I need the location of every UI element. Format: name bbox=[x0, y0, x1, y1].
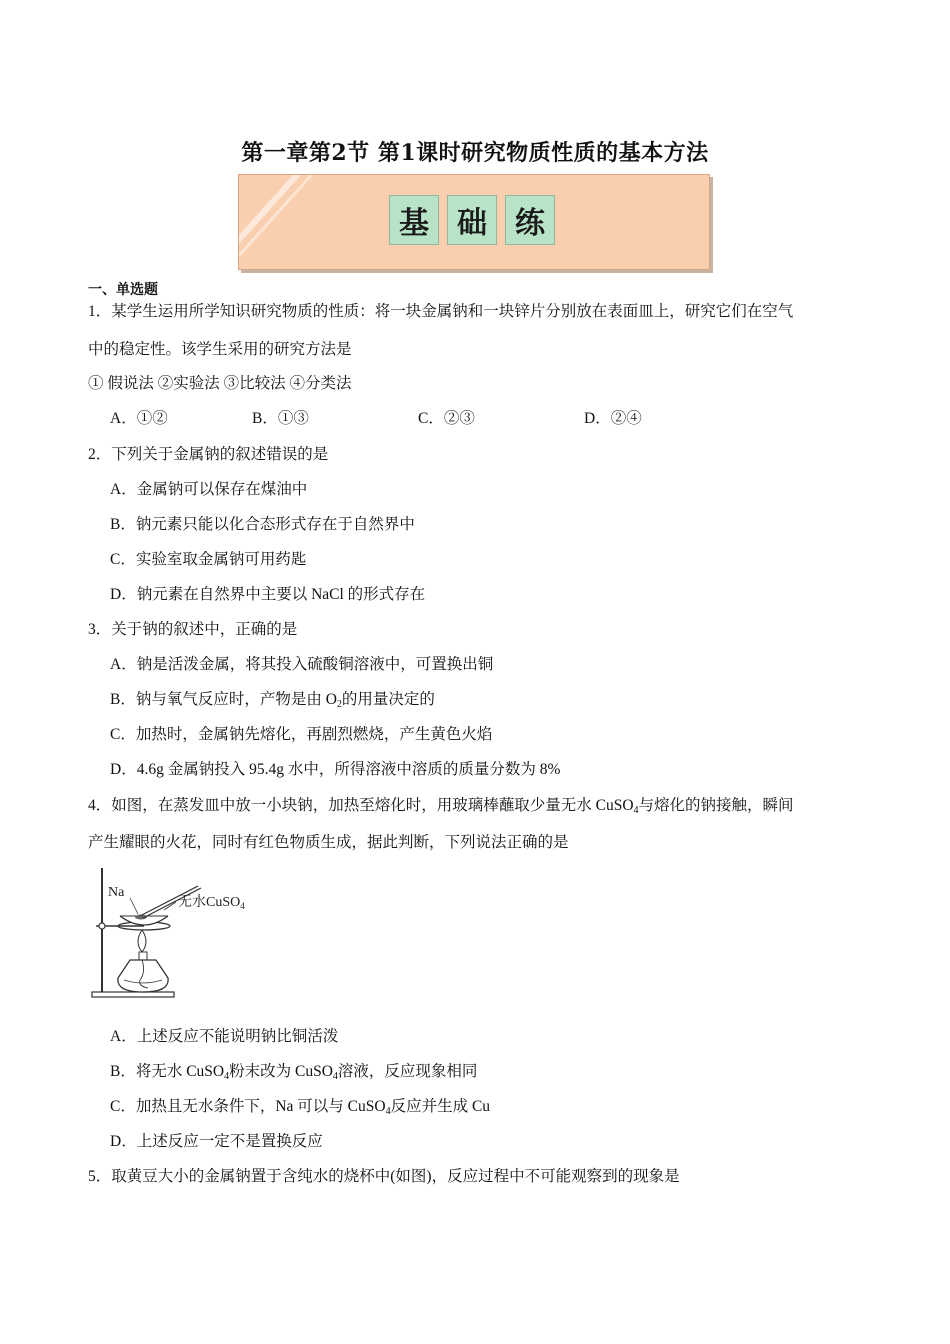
q3-option-b: B．钠与氧气反应时，产物是由 $O_2$的用量决定的 bbox=[110, 691, 435, 710]
page-title: 第一章第2节 第1课时研究物质性质的基本方法 bbox=[241, 140, 709, 166]
q4-stem-line1: 4．如图，在蒸发皿中放一小块钠，加热至熔化时，用玻璃棒蘸取少量无水 CuSO$_4$与熔化的钠接触，瞬间 bbox=[88, 797, 794, 816]
figure-label-na: Na bbox=[108, 885, 125, 900]
q2-option-a: A．金属钠可以保存在煤油中 bbox=[110, 481, 308, 498]
q1-stem-line2: 中的稳定性。该学生采用的研究方法是 bbox=[88, 341, 352, 358]
q4-stem-line2: 产生耀眼的火花，同时有红色物质生成，据此判断，下列说法正确的是 bbox=[88, 834, 569, 851]
banner-char: 基 bbox=[389, 195, 439, 245]
q1-option-b: B．①③ bbox=[252, 410, 309, 427]
q5-stem: 5．取黄豆大小的金属钠置于含纯水的烧杯中(如图)，反应过程中不可能观察到的现象是 bbox=[88, 1168, 680, 1185]
q4-option-c: C．加热且无水条件下，Na 可以与 CuSO$_4$反应并生成 Cu bbox=[110, 1098, 491, 1117]
q1-stem-line1: 1．某学生运用所学知识研究物质的性质：将一块金属钠和一块锌片分别放在表面皿上，研究它们在空气 bbox=[88, 303, 794, 320]
q2-option-c: C．实验室取金属钠可用药匙 bbox=[110, 551, 307, 568]
q4-option-a: A．上述反应不能说明钠比铜活泼 bbox=[110, 1028, 339, 1045]
q1-option-d: D．②④ bbox=[584, 410, 642, 427]
q3-option-c: C．加热时，金属钠先熔化，再剧烈燃烧，产生黄色火焰 bbox=[110, 726, 493, 743]
q2-stem: 2．下列关于金属钠的叙述错误的是 bbox=[88, 446, 329, 463]
figure-label-cuso4: 无水CuSO$_4$ bbox=[178, 895, 245, 911]
basic-practice-banner bbox=[238, 174, 710, 270]
q3-stem: 3．关于钠的叙述中，正确的是 bbox=[88, 621, 298, 638]
banner-char: 练 bbox=[505, 195, 555, 245]
q1-methods: ① 假说法 ②实验法 ③比较法 ④分类法 bbox=[88, 375, 352, 392]
q4-option-b: B．将无水 CuSO$_4$粉末改为 CuSO$_4$溶液，反应现象相同 bbox=[110, 1063, 478, 1082]
q1-option-a: A．①② bbox=[110, 410, 168, 427]
q3-option-a: A．钠是活泼金属，将其投入硫酸铜溶液中，可置换出铜 bbox=[110, 656, 494, 673]
banner-char: 础 bbox=[447, 195, 497, 245]
q3-option-d: D．4.6g 金属钠投入 95.4g 水中，所得溶液中溶质的质量分数为 8% bbox=[110, 761, 561, 778]
q4-option-d: D．上述反应一定不是置换反应 bbox=[110, 1133, 323, 1150]
q2-option-d: D．钠元素在自然界中主要以 NaCl 的形式存在 bbox=[110, 586, 426, 603]
section-heading: 一、单选题 bbox=[88, 282, 158, 298]
apparatus-figure bbox=[86, 860, 266, 1000]
apparatus-diagram bbox=[86, 860, 266, 1000]
q2-option-b: B．钠元素只能以化合态形式存在于自然界中 bbox=[110, 516, 415, 533]
q1-option-c: C．②③ bbox=[418, 410, 475, 427]
